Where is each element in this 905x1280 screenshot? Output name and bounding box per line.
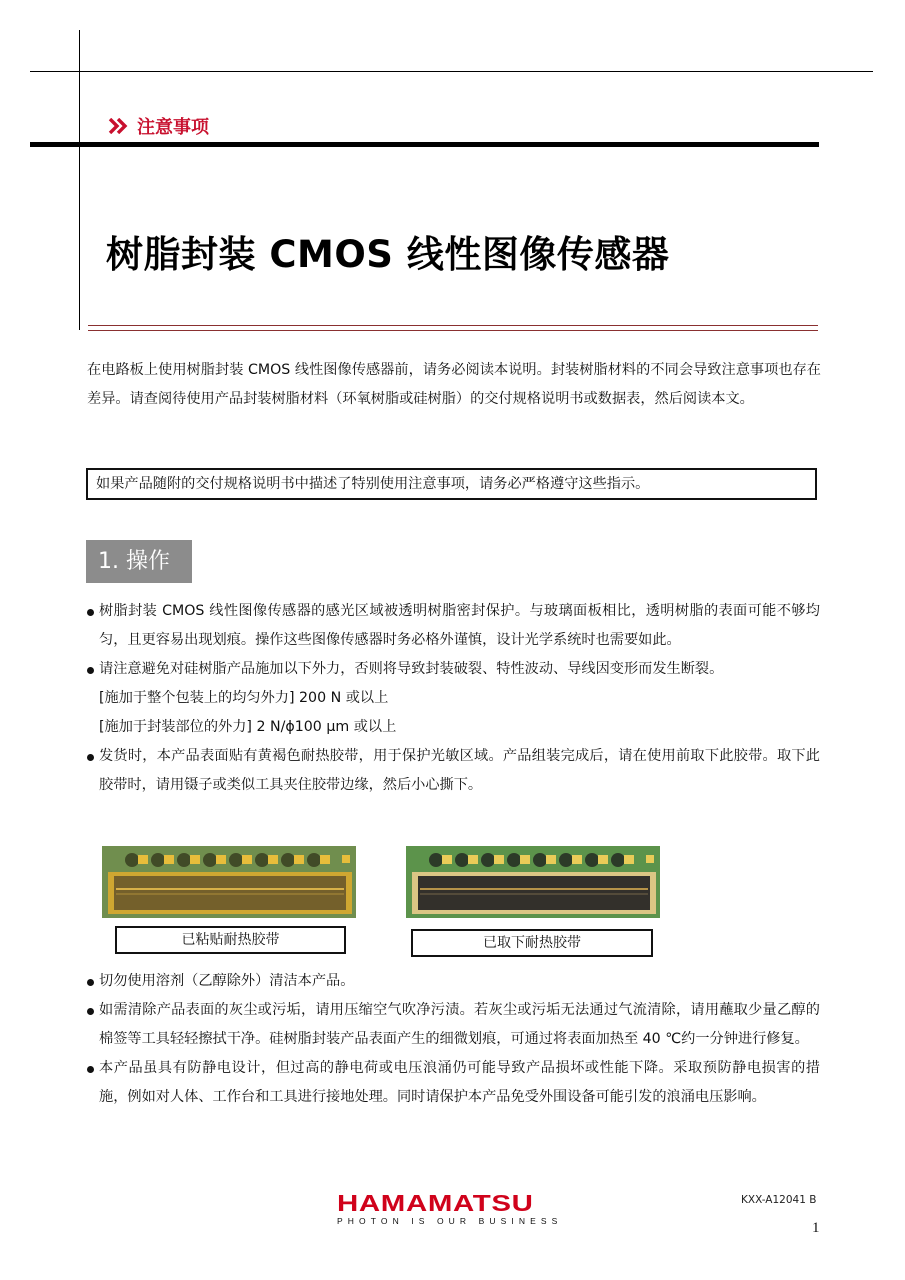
list-item: 发货时，本产品表面贴有黄褐色耐热胶带，用于保护光敏区域。产品组装完成后，请在使用前取下此胶带。取下此胶带时，请用镊子或类似工具夹住胶带边缘，然后小心撕下。 [86,742,820,800]
bullet-icon [87,979,94,986]
double-chevron-right-icon [108,118,128,134]
force-spec-line: [施加于整个包装上的均匀外力] 200 N 或以上 [99,690,389,706]
frame-horizontal-line [30,71,873,72]
list-item: 如需清除产品表面的灰尘或污垢，请用压缩空气吹净污渍。若灰尘或污垢无法通过气流清除，请用蘸取少量乙醇的棉签等工具轻轻擦拭干净。硅树脂封装产品表面产生的细微划痕，可通过将表面加热至 40 ℃约一分钟进行修复。 [86,996,820,1054]
bullet-icon [87,609,94,616]
sensor-photo-without-tape [406,846,660,918]
header-rule [30,142,819,147]
brand-logo: HAMAMATSU [337,1190,534,1216]
page-number: 1 [812,1220,820,1236]
bullet-icon [87,1008,94,1015]
figure-caption: 已粘贴耐热胶带 [115,926,346,954]
bullet-icon [87,754,94,761]
bullet-icon [87,1066,94,1073]
bullet-list-bottom [86,967,820,1112]
section-tag-label: 注意事项 [137,117,209,138]
list-item: 树脂封装 CMOS 线性图像传感器的感光区域被透明树脂密封保护。与玻璃面板相比，透明树脂的表面可能不够均匀，且更容易出现划痕。操作这些图像传感器时务必格外谨慎，设计光学系统时也需要如此。 [86,597,820,655]
section-heading: 1. 操作 [86,540,192,583]
force-spec-line: [施加于封装部位的外力] 2 N/ϕ100 µm 或以上 [99,719,397,735]
title-double-rule-bottom [88,330,818,331]
frame-vertical-line [79,30,80,330]
document-id: KXX-A12041 B [741,1194,817,1206]
sensor-photo-with-tape [102,846,356,918]
figure-caption: 已取下耐热胶带 [411,929,653,957]
bullet-list-top [86,597,820,800]
notice-box: 如果产品随附的交付规格说明书中描述了特别使用注意事项，请务必严格遵守这些指示。 [86,468,817,500]
list-item: 请注意避免对硅树脂产品施加以下外力，否则将导致封装破裂、特性波动、导线因变形而发生断裂。 [施加于整个包装上的均匀外力] 200 N 或以上 [施加于封装部位的外力] 2 N/ϕ100 µm 或以上 [86,655,820,742]
title-double-rule-top [88,325,818,326]
intro-paragraph: 在电路板上使用树脂封装 CMOS 线性图像传感器前，请务必阅读本说明。封装树脂材料的不同会导致注意事项也存在差异。请查阅待使用产品封装树脂材料（环氧树脂或硅树脂）的交付规格说明书或数据表，然后阅读本文。 [87,362,821,407]
bullet-icon [87,667,94,674]
page-title: 树脂封装 CMOS 线性图像传感器 [106,233,670,276]
list-item: 切勿使用溶剂（乙醇除外）清洁本产品。 [86,967,820,996]
section-tag [108,113,209,139]
brand-tagline: PHOTON IS OUR BUSINESS [337,1216,563,1226]
list-item: 本产品虽具有防静电设计，但过高的静电荷或电压浪涌仍可能导致产品损坏或性能下降。采取预防静电损害的措施，例如对人体、工作台和工具进行接地处理。同时请保护本产品免受外围设备可能引发的浪涌电压影响。 [86,1054,820,1112]
